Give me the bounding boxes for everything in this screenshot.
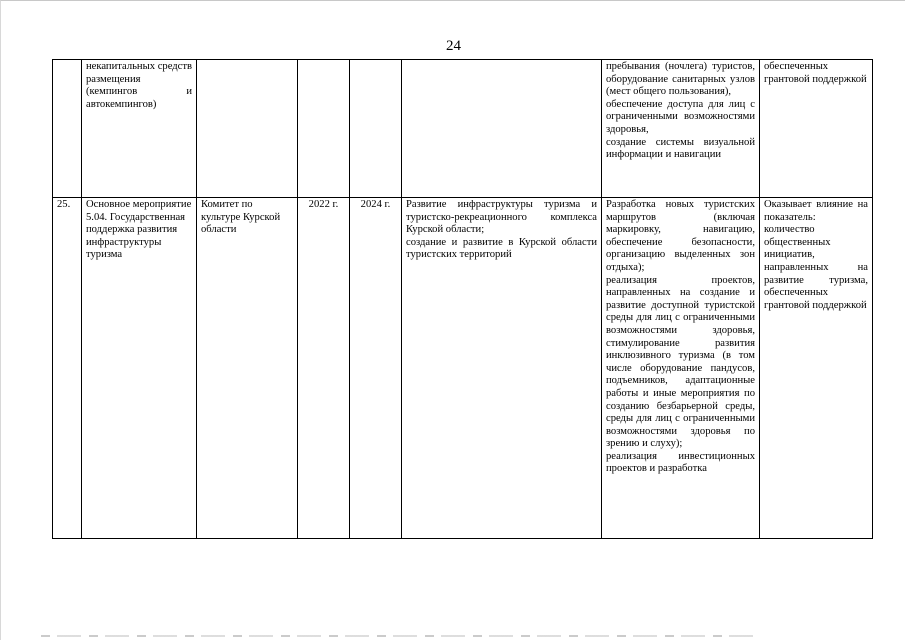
page-number: 24: [446, 38, 461, 54]
cell-activities: Разработка новых туристских маршрутов (включая маркировку, навигацию, обеспечение безопасности, организацию выделенных зон отдыха); реализация проектов, направленных на создание и развитие доступной туристской среды для лиц с ограниченными возможностями здоровья, стимулирование развития инклюзивного туризма (в том числе оборудование пандусов, подъемников, адаптационные работы и иные мероприятия по созданию безбарьерной среды, среды для лиц с ограниченными возможностями здоровья по зрению и слуху); реализация инвестиционных проектов и разработка: [602, 198, 760, 539]
table-row: [53, 60, 873, 198]
cell-end-year: 2024 г.: [350, 198, 402, 539]
cell-expected-result: [402, 60, 602, 198]
cell-executor: [197, 60, 298, 198]
cell-event-name: некапитальных средств размещения (кемпингов и автокемпингов): [82, 60, 197, 198]
cell-number: 25.: [53, 198, 82, 539]
cell-start-year: [298, 60, 350, 198]
cell-number: [53, 60, 82, 198]
cell-activities: пребывания (ночлега) туристов, оборудование санитарных узлов (мест общего пользования), обеспечение доступа для лиц с ограниченными возможностями здоровья, создание системы визуальной информации и навигации: [602, 60, 760, 198]
cell-executor: Комитет по культуре Курской области: [197, 198, 298, 539]
scan-artifact: [41, 635, 761, 637]
cell-indicator: обеспеченных грантовой поддержкой: [760, 60, 873, 198]
cell-expected-result: Развитие инфраструктуры туризма и туристско-рекреационного комплекса Курской области; создание и развитие в Курской области туристских территорий: [402, 198, 602, 539]
cell-start-year: 2022 г.: [298, 198, 350, 539]
cell-end-year: [350, 60, 402, 198]
table-row: [53, 198, 873, 539]
cell-event-name: Основное мероприятие 5.04. Государственная поддержка развития инфраструктуры туризма: [82, 198, 197, 539]
cell-indicator: Оказывает влияние на показатель: количество общественных инициатив, направленных на развитие туризма, обеспеченных грантовой поддержкой: [760, 198, 873, 539]
program-table: [52, 59, 873, 539]
